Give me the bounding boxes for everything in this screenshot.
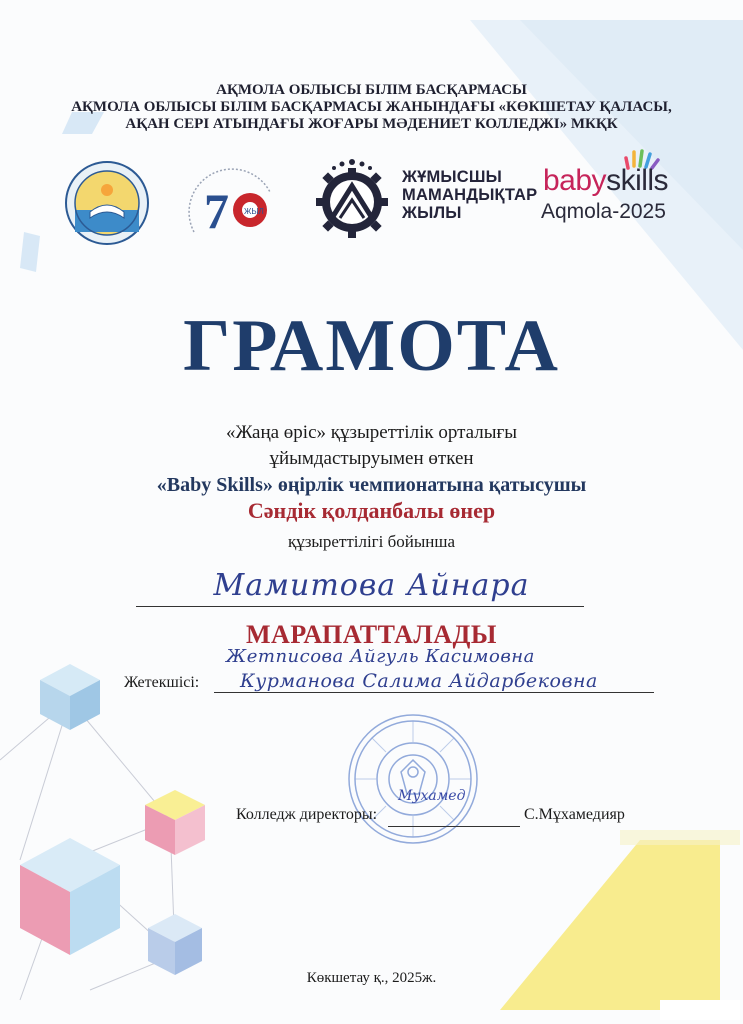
- babyskills-wordmark: [543, 164, 668, 198]
- mentor-underline: [214, 692, 654, 693]
- mentor-name-1: Жетписова Айгуль Касимовна: [226, 646, 535, 667]
- director-name: С.Мұхамедияр: [524, 806, 625, 823]
- header-line-1: АҚМОЛА ОБЛЫСЫ БІЛІМ БАСҚАРМАСЫ: [216, 82, 527, 98]
- cube-large: [20, 838, 120, 955]
- body-line-2: ұйымдастыруымен өткен: [269, 448, 474, 469]
- babyskills-baby: baby: [543, 164, 607, 197]
- svg-text:ЖЫЛ: ЖЫЛ: [244, 207, 264, 216]
- mentor-label: Жетекшісі:: [124, 674, 200, 691]
- workers-year-wordmark: ЖҰМЫСШЫ МАМАНДЫҚТАР ЖЫЛЫ: [402, 168, 538, 222]
- director-label: Колледж директоры:: [236, 806, 378, 823]
- education-department-logo: [64, 160, 150, 246]
- header-line-3: АҚАН СЕРІ АТЫНДАҒЫ ЖОҒАРЫ МӘДЕНИЕТ КОЛЛЕДЖІ» МКҚК: [125, 116, 618, 132]
- mentor-name-2: Курманова Салима Айдарбековна: [240, 670, 598, 692]
- body-line-3: «Baby Skills» өңірлік чемпионатына қатысушы: [156, 474, 587, 496]
- director-underline: [388, 826, 520, 827]
- body-line-1: «Жаңа өріс» құзыреттілік орталығы: [225, 422, 518, 443]
- babyskills-subtitle: Aqmola-2025: [541, 200, 666, 223]
- babyskills-skills: skills: [606, 164, 669, 197]
- svg-text:7: 7: [204, 183, 229, 239]
- cube-small-bottom: [148, 914, 202, 975]
- header-line-2: АҚМОЛА ОБЛЫСЫ БІЛІМ БАСҚАРМАСЫ ЖАНЫНДАҒЫ «КӨКШЕТАУ ҚАЛАСЫ,: [71, 99, 672, 115]
- gear-emblem-icon: [310, 156, 394, 240]
- recipient-underline: [136, 606, 584, 607]
- recipient-name: Мамитова Айнара: [213, 568, 530, 603]
- body-line-5: құзыреттілігі бойынша: [287, 532, 456, 551]
- cube-blue-top: [40, 664, 100, 730]
- director-signature: Мухамед: [398, 788, 466, 804]
- award-text: МАРАПАТТАЛАДЫ: [246, 620, 497, 649]
- competency-name: Сәндік қолданбалы өнер: [247, 498, 496, 523]
- certificate-title: ГРАМОТА: [183, 305, 560, 387]
- college-70-anniversary-logo: [184, 162, 280, 244]
- footer-place-date: Көкшетау қ., 2025ж.: [306, 970, 437, 986]
- cube-pink-yellow: [145, 790, 205, 855]
